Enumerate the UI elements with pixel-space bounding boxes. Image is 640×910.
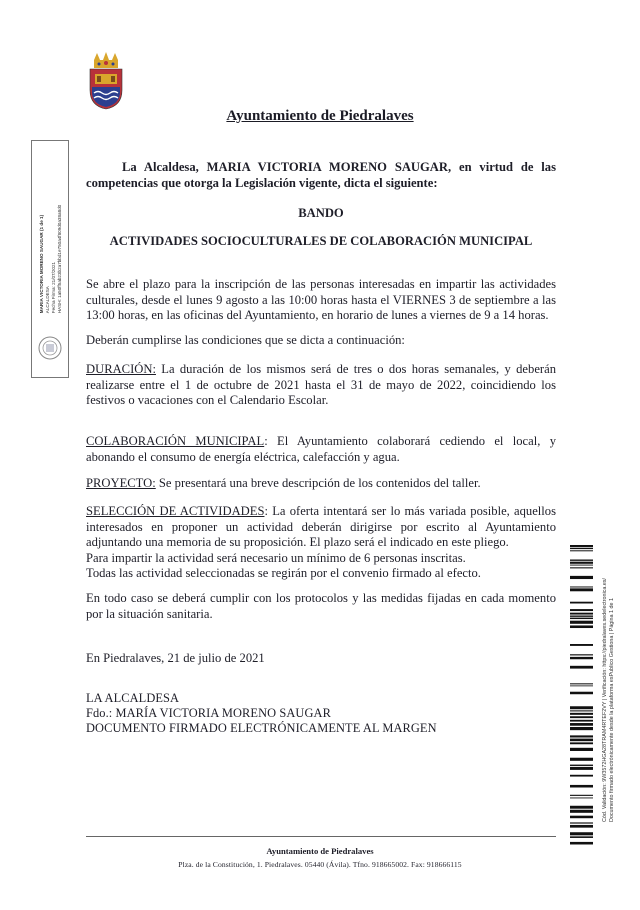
signature-stamp bbox=[31, 140, 69, 378]
paragraph-duracion bbox=[86, 362, 556, 409]
paragraph-condiciones: Deberán cumplirse las condiciones que se dicta a continuación: bbox=[86, 333, 405, 347]
document-subtitle: ACTIVIDADES SOCIOCULTURALES DE COLABORACIÓN MUNICIPAL bbox=[109, 234, 533, 248]
proyecto-text: Se presentará una breve descripción de los contenidos del taller. bbox=[155, 476, 481, 490]
duracion-label: DURACIÓN: bbox=[86, 362, 156, 376]
stamp-signer: MARIA VICTORIA MORENO SAUGAR (1 de 1) bbox=[39, 214, 44, 314]
stamp-hash: HASH: 1a50ff5ab23b2a7bbd1e750a4f809d0a38a8d0 bbox=[57, 204, 62, 314]
colaboracion-label: COLABORACIÓN MUNICIPAL bbox=[86, 434, 265, 448]
footer-address: Plza. de la Constitución, 1. Piedralaves. 05440 (Ávila). Tfno. 918665002. Fax: 918666115 bbox=[178, 860, 462, 869]
verification-platform: Documento firmado electrónicamente desde la plataforma esPublico Gestiona | Página 1 de 1 bbox=[609, 598, 615, 823]
seleccion-convenio: Todas las actividad seleccionadas se regirán por el convenio firmado al efecto. bbox=[86, 566, 481, 580]
bando-heading: BANDO bbox=[298, 206, 344, 220]
paragraph-sanitaria: En todo caso se deberá cumplir con los protocolos y las medidas fijadas en cada momento por la situación sanitaria. bbox=[86, 591, 556, 621]
document-date: En Piedralaves, 21 de julio de 2021 bbox=[86, 651, 265, 665]
proyecto-label: PROYECTO: bbox=[86, 476, 156, 490]
stamp-text bbox=[39, 205, 63, 313]
paragraph-seleccion bbox=[86, 504, 556, 582]
seleccion-label: SELECCIÓN DE ACTIVIDADES bbox=[86, 504, 265, 518]
barcode-icon bbox=[570, 545, 593, 850]
stamp-role: ALCALDESA bbox=[45, 286, 50, 314]
duracion-text: La duración de los mismos será de tres o dos horas semanales, y deberán realizarse entre el 1 de octubre de 2021 hasta el 31 de mayo de 2022, coincidiendo los festivos o vacaciones con el Calendario Escolar. bbox=[86, 362, 556, 407]
seleccion-minimo: Para impartir la actividad será necesario un mínimo de 6 personas inscritas. bbox=[86, 550, 466, 565]
header-title: Ayuntamiento de Piedralaves bbox=[226, 108, 414, 124]
paragraph-plazo: Se abre el plazo para la inscripción de las personas interesadas en impartir las actividades culturales, desde el lunes 9 agosto a las 10:00 horas hasta el VIERNES 3 de septiembre a las 13:00 horas, en las oficinas del Ayuntamiento, en horario de lunes a viernes de 9 a 14 horas. bbox=[86, 277, 556, 322]
seal-icon bbox=[37, 335, 63, 361]
verification-code: Cód. Validación: 9W3572HGA28TRAM4RTEF2VY | Verificación: https://piedralaves.sedelectronica.es/ bbox=[602, 577, 608, 823]
verification-text bbox=[602, 578, 616, 822]
stamp-date: Fecha Firma: 21/07/2021 bbox=[51, 261, 56, 314]
footer-divider bbox=[86, 836, 556, 837]
signature-block bbox=[86, 691, 556, 737]
signature-name: Fdo.: MARÍA VICTORIA MORENO SAUGAR bbox=[86, 706, 331, 721]
signature-role: LA ALCALDESA bbox=[86, 691, 180, 705]
colaboracion-text: : El Ayuntamiento colaborará cediendo el local, y abonando el consumo de energía eléctrica, calefacción y agua. bbox=[86, 434, 557, 464]
paragraph-colaboracion bbox=[86, 434, 556, 465]
paragraph-proyecto bbox=[86, 476, 556, 492]
coat-of-arms-logo bbox=[86, 52, 126, 110]
seleccion-text: : La oferta intentará ser lo más variada posible, aquellos interesados en proponer un actividad deberán dirigirse por escrito al Ayuntamiento adjuntando una memoria de su proposición. El plazo será el indicado en este pliego. bbox=[86, 504, 556, 549]
intro-paragraph: La Alcaldesa, MARIA VICTORIA MORENO SAUGAR, en virtud de las competencias que otorga la Legislación vigente, dicta el siguiente: bbox=[86, 160, 556, 190]
signature-note: DOCUMENTO FIRMADO ELECTRÓNICAMENTE AL MARGEN bbox=[86, 721, 437, 736]
footer-title: Ayuntamiento de Piedralaves bbox=[266, 846, 374, 856]
